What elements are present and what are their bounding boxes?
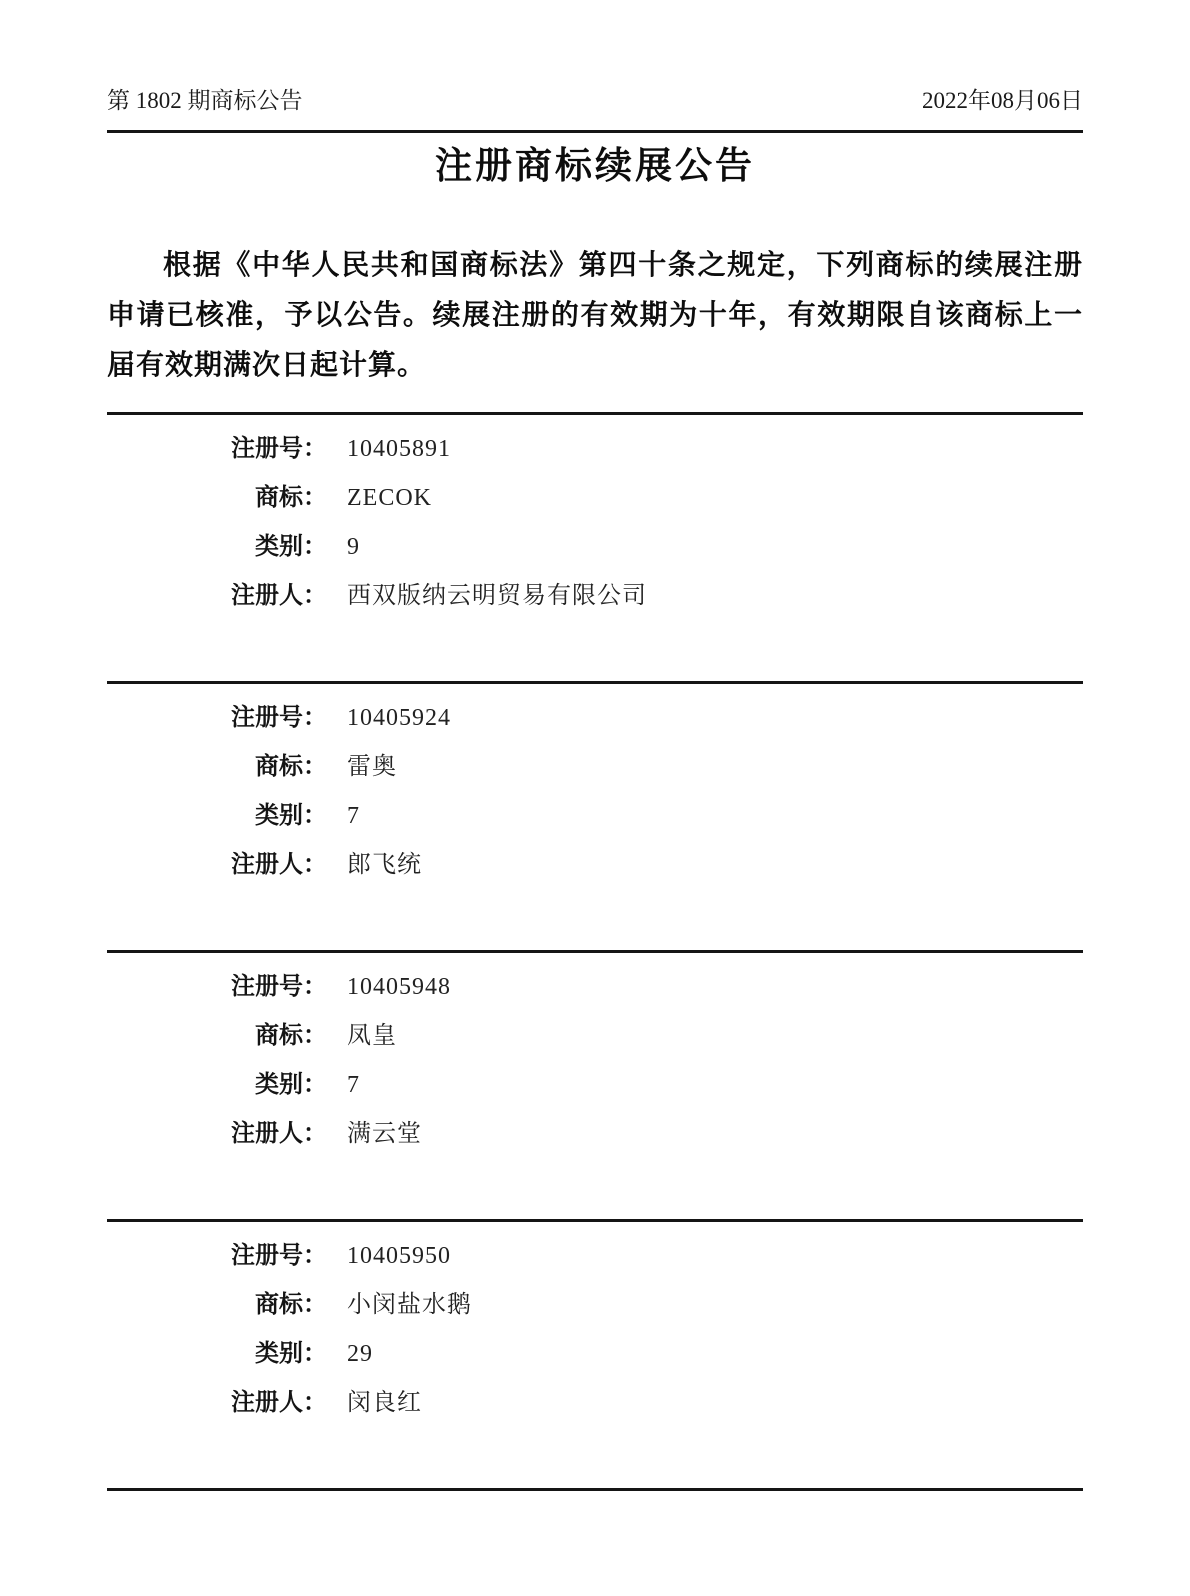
trademark-record (107, 950, 1083, 1219)
trademark-value: 雷奥 (347, 754, 397, 780)
trademark-value: 凤皇 (347, 1023, 397, 1049)
registrant-row (107, 1379, 1083, 1428)
header-issue-label: 第 1802 期商标公告 (107, 88, 303, 113)
registrant-value: 闵良红 (347, 1390, 422, 1416)
reg-no-label: 注册号： (231, 1243, 327, 1269)
registrant-label: 注册人： (231, 1121, 327, 1147)
category-value: 7 (347, 803, 360, 829)
trademark-row (107, 743, 1083, 792)
trademark-label: 商标： (255, 754, 327, 780)
page-title: 注册商标续展公告 (435, 146, 755, 187)
reg-no-value: 10405950 (347, 1243, 451, 1269)
reg-no-row (107, 694, 1083, 743)
category-row (107, 1330, 1083, 1379)
trademark-value: ZECOK (347, 485, 432, 511)
trademark-label: 商标： (255, 1023, 327, 1049)
category-label: 类别： (255, 803, 327, 829)
category-value: 29 (347, 1341, 373, 1367)
trademark-row (107, 1012, 1083, 1061)
registrant-value: 郎飞统 (347, 852, 422, 878)
category-row (107, 1061, 1083, 1110)
registrant-row (107, 572, 1083, 621)
registrant-value: 满云堂 (347, 1121, 422, 1147)
intro-paragraph: 根据《中华人民共和国商标法》第四十条之规定，下列商标的续展注册申请已核准，予以公告。续展注册的有效期为十年，有效期限自该商标上一届有效期满次日起计算。 (107, 250, 1083, 381)
header-divider (107, 130, 1083, 133)
trademark-record (107, 681, 1083, 950)
category-value: 9 (347, 534, 360, 560)
registrant-label: 注册人： (231, 1390, 327, 1416)
category-label: 类别： (255, 534, 327, 560)
trademark-record (107, 1219, 1083, 1488)
reg-no-label: 注册号： (231, 705, 327, 731)
category-label: 类别： (255, 1072, 327, 1098)
header-date: 2022年08月06日 (922, 88, 1083, 113)
category-row (107, 523, 1083, 572)
registrant-row (107, 841, 1083, 890)
reg-no-value: 10405891 (347, 436, 451, 462)
reg-no-row (107, 425, 1083, 474)
registrant-label: 注册人： (231, 852, 327, 878)
reg-no-row (107, 963, 1083, 1012)
trademark-value: 小闵盐水鹅 (347, 1292, 472, 1318)
reg-no-value: 10405924 (347, 705, 451, 731)
reg-no-row (107, 1232, 1083, 1281)
category-label: 类别： (255, 1341, 327, 1367)
trademark-row (107, 1281, 1083, 1330)
trademark-label: 商标： (255, 485, 327, 511)
records-list (107, 412, 1083, 1491)
registrant-row (107, 1110, 1083, 1159)
reg-no-value: 10405948 (347, 974, 451, 1000)
category-value: 7 (347, 1072, 360, 1098)
reg-no-label: 注册号： (231, 974, 327, 1000)
category-row (107, 792, 1083, 841)
trademark-record (107, 412, 1083, 681)
document-header (107, 86, 1083, 116)
trademark-label: 商标： (255, 1292, 327, 1318)
reg-no-label: 注册号： (231, 436, 327, 462)
trademark-row (107, 474, 1083, 523)
registrant-label: 注册人： (231, 583, 327, 609)
registrant-value: 西双版纳云明贸易有限公司 (347, 583, 647, 609)
